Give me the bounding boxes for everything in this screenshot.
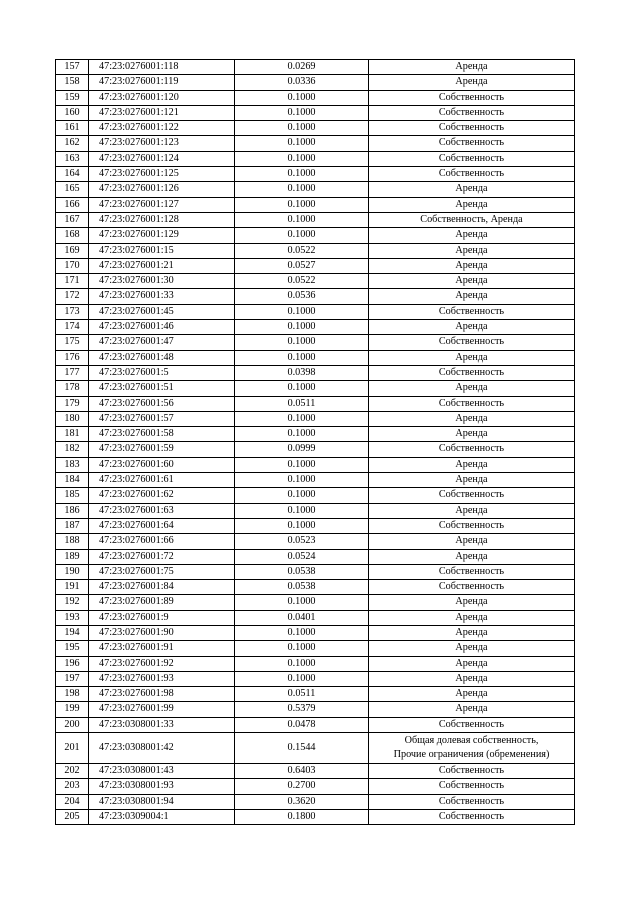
right-type-line: Собственность	[438, 519, 505, 531]
right-type-line: Аренда	[455, 275, 488, 287]
right-type-line: Собственность	[438, 168, 505, 180]
cadastral-number-cell: 47:23:0276001:120	[89, 90, 235, 105]
table-row	[56, 212, 575, 227]
cadastral-number-cell: 47:23:0276001:21	[89, 258, 235, 273]
cadastral-number-cell: 47:23:0276001:93	[89, 671, 235, 686]
table-row	[56, 304, 575, 319]
cadastral-number-cell: 47:23:0308001:42	[89, 733, 235, 764]
area-cell: 0.1000	[235, 625, 369, 640]
cadastral-number-cell: 47:23:0309004:1	[89, 809, 235, 824]
right-type-line: Аренда	[455, 76, 488, 88]
right-type-line: Аренда	[455, 259, 488, 271]
table-row	[56, 580, 575, 595]
row-number-cell: 197	[56, 671, 89, 686]
area-cell: 0.1000	[235, 350, 369, 365]
right-type-line: Аренда	[455, 290, 488, 302]
row-number-cell: 166	[56, 197, 89, 212]
row-number-cell: 163	[56, 151, 89, 166]
row-number-cell: 203	[56, 779, 89, 794]
area-cell: 0.1000	[235, 212, 369, 227]
right-type-line: Аренда	[455, 229, 488, 241]
row-number-cell: 202	[56, 764, 89, 779]
row-number-cell: 161	[56, 121, 89, 136]
area-cell: 0.5379	[235, 702, 369, 717]
table-body	[56, 60, 575, 825]
area-cell: 0.0478	[235, 717, 369, 732]
right-type-cell	[369, 274, 575, 289]
right-type-line: Собственность	[438, 397, 505, 409]
right-type-cell	[369, 90, 575, 105]
area-cell: 0.1000	[235, 228, 369, 243]
table-row	[56, 411, 575, 426]
right-type-cell	[369, 289, 575, 304]
table-row	[56, 396, 575, 411]
table-row	[56, 564, 575, 579]
area-cell: 0.1000	[235, 411, 369, 426]
right-type-cell	[369, 580, 575, 595]
right-type-cell	[369, 365, 575, 380]
right-type-cell	[369, 121, 575, 136]
table-row	[56, 488, 575, 503]
right-type-cell	[369, 595, 575, 610]
table-row	[56, 258, 575, 273]
row-number-cell: 174	[56, 320, 89, 335]
row-number-cell: 172	[56, 289, 89, 304]
area-cell: 0.0538	[235, 580, 369, 595]
cadastral-number-cell: 47:23:0276001:60	[89, 457, 235, 472]
row-number-cell: 191	[56, 580, 89, 595]
cadastral-number-cell: 47:23:0276001:124	[89, 151, 235, 166]
right-type-line: Собственность	[438, 305, 505, 317]
row-number-cell: 169	[56, 243, 89, 258]
area-cell: 0.1000	[235, 641, 369, 656]
row-number-cell: 176	[56, 350, 89, 365]
cadastral-number-cell: 47:23:0276001:98	[89, 687, 235, 702]
right-type-cell	[369, 243, 575, 258]
cadastral-number-cell: 47:23:0276001:56	[89, 396, 235, 411]
row-number-cell: 173	[56, 304, 89, 319]
row-number-cell: 195	[56, 641, 89, 656]
right-type-line: Аренда	[455, 596, 488, 608]
right-type-cell	[369, 473, 575, 488]
cadastral-number-cell: 47:23:0276001:125	[89, 167, 235, 182]
cadastral-number-cell: 47:23:0308001:94	[89, 794, 235, 809]
cadastral-number-cell: 47:23:0276001:51	[89, 381, 235, 396]
right-type-line: Аренда	[455, 611, 488, 623]
area-cell: 0.1000	[235, 320, 369, 335]
cadastral-number-cell: 47:23:0276001:66	[89, 534, 235, 549]
right-type-cell	[369, 641, 575, 656]
row-number-cell: 193	[56, 610, 89, 625]
area-cell: 0.0999	[235, 442, 369, 457]
row-number-cell: 175	[56, 335, 89, 350]
right-type-cell	[369, 105, 575, 120]
cadastral-number-cell: 47:23:0308001:93	[89, 779, 235, 794]
right-type-line: Собственность	[438, 780, 505, 792]
right-type-cell	[369, 564, 575, 579]
cadastral-number-cell: 47:23:0276001:62	[89, 488, 235, 503]
cadastral-number-cell: 47:23:0276001:30	[89, 274, 235, 289]
area-cell: 0.2700	[235, 779, 369, 794]
cadastral-number-cell: 47:23:0276001:47	[89, 335, 235, 350]
table-row	[56, 289, 575, 304]
row-number-cell: 179	[56, 396, 89, 411]
right-type-cell	[369, 702, 575, 717]
right-type-cell	[369, 396, 575, 411]
right-type-line: Собственность	[438, 810, 505, 822]
area-cell: 0.0269	[235, 60, 369, 75]
table-row	[56, 473, 575, 488]
cadastral-number-cell: 47:23:0276001:122	[89, 121, 235, 136]
row-number-cell: 182	[56, 442, 89, 457]
right-type-line: Общая долевая собственность,	[404, 734, 539, 746]
area-cell: 0.0538	[235, 564, 369, 579]
area-cell: 0.1000	[235, 473, 369, 488]
right-type-cell	[369, 411, 575, 426]
area-cell: 0.0523	[235, 534, 369, 549]
cadastral-number-cell: 47:23:0276001:128	[89, 212, 235, 227]
right-type-line: Аренда	[455, 672, 488, 684]
right-type-line: Собственность, Аренда	[420, 213, 523, 225]
table-row	[56, 503, 575, 518]
table-row	[56, 228, 575, 243]
cadastral-number-cell: 47:23:0276001:92	[89, 656, 235, 671]
area-cell: 0.3620	[235, 794, 369, 809]
right-type-line: Аренда	[455, 183, 488, 195]
row-number-cell: 187	[56, 518, 89, 533]
table-row	[56, 335, 575, 350]
right-type-line: Собственность	[438, 91, 505, 103]
table-row	[56, 274, 575, 289]
right-type-line: Аренда	[455, 428, 488, 440]
area-cell: 0.0336	[235, 75, 369, 90]
row-number-cell: 167	[56, 212, 89, 227]
right-type-cell	[369, 809, 575, 824]
right-type-cell	[369, 457, 575, 472]
table-row	[56, 320, 575, 335]
right-type-line: Аренда	[455, 657, 488, 669]
cadastral-number-cell: 47:23:0276001:121	[89, 105, 235, 120]
row-number-cell: 185	[56, 488, 89, 503]
row-number-cell: 158	[56, 75, 89, 90]
cadastral-number-cell: 47:23:0276001:84	[89, 580, 235, 595]
table-row	[56, 610, 575, 625]
cadastral-number-cell: 47:23:0276001:123	[89, 136, 235, 151]
area-cell: 0.1800	[235, 809, 369, 824]
table-row	[56, 90, 575, 105]
right-type-line: Собственность	[438, 718, 505, 730]
table-row	[56, 794, 575, 809]
table-row	[56, 381, 575, 396]
right-type-line: Аренда	[455, 703, 488, 715]
right-type-line: Аренда	[455, 458, 488, 470]
table-row	[56, 75, 575, 90]
right-type-cell	[369, 534, 575, 549]
right-type-cell	[369, 733, 575, 764]
area-cell: 0.0522	[235, 243, 369, 258]
table-row	[56, 656, 575, 671]
row-number-cell: 159	[56, 90, 89, 105]
right-type-cell	[369, 228, 575, 243]
area-cell: 0.1000	[235, 503, 369, 518]
right-type-cell	[369, 427, 575, 442]
right-type-line: Аренда	[455, 626, 488, 638]
right-type-cell	[369, 212, 575, 227]
table-row	[56, 105, 575, 120]
table-row	[56, 518, 575, 533]
right-type-cell	[369, 518, 575, 533]
right-type-line: Аренда	[455, 642, 488, 654]
cadastral-number-cell: 47:23:0276001:89	[89, 595, 235, 610]
table-row	[56, 641, 575, 656]
area-cell: 0.1000	[235, 121, 369, 136]
area-cell: 0.6403	[235, 764, 369, 779]
cadastral-number-cell: 47:23:0308001:43	[89, 764, 235, 779]
right-type-line: Аренда	[455, 321, 488, 333]
table-row	[56, 121, 575, 136]
area-cell: 0.0511	[235, 396, 369, 411]
row-number-cell: 186	[56, 503, 89, 518]
table-row	[56, 457, 575, 472]
row-number-cell: 183	[56, 457, 89, 472]
row-number-cell: 188	[56, 534, 89, 549]
cadastral-number-cell: 47:23:0276001:119	[89, 75, 235, 90]
area-cell: 0.1000	[235, 381, 369, 396]
cadastral-number-cell: 47:23:0276001:58	[89, 427, 235, 442]
right-type-line: Аренда	[455, 550, 488, 562]
area-cell: 0.0511	[235, 687, 369, 702]
area-cell: 0.1000	[235, 136, 369, 151]
right-type-line: Собственность	[438, 765, 505, 777]
cadastral-number-cell: 47:23:0276001:127	[89, 197, 235, 212]
right-type-line: Аренда	[455, 61, 488, 72]
area-cell: 0.1000	[235, 518, 369, 533]
cadastral-number-cell: 47:23:0276001:63	[89, 503, 235, 518]
cadastral-number-cell: 47:23:0276001:118	[89, 60, 235, 75]
area-cell: 0.1000	[235, 671, 369, 686]
row-number-cell: 165	[56, 182, 89, 197]
row-number-cell: 170	[56, 258, 89, 273]
area-cell: 0.1000	[235, 182, 369, 197]
cadastral-number-cell: 47:23:0276001:59	[89, 442, 235, 457]
right-type-line: Собственность	[438, 565, 505, 577]
land-plots-table	[55, 59, 575, 825]
area-cell: 0.0398	[235, 365, 369, 380]
right-type-cell	[369, 381, 575, 396]
right-type-cell	[369, 182, 575, 197]
right-type-cell	[369, 656, 575, 671]
row-number-cell: 194	[56, 625, 89, 640]
row-number-cell: 199	[56, 702, 89, 717]
cadastral-number-cell: 47:23:0276001:64	[89, 518, 235, 533]
table-row	[56, 717, 575, 732]
right-type-cell	[369, 320, 575, 335]
row-number-cell: 164	[56, 167, 89, 182]
table-row	[56, 733, 575, 764]
row-number-cell: 162	[56, 136, 89, 151]
area-cell: 0.1000	[235, 656, 369, 671]
cadastral-number-cell: 47:23:0276001:33	[89, 289, 235, 304]
table-row	[56, 534, 575, 549]
right-type-line: Аренда	[455, 504, 488, 516]
cadastral-number-cell: 47:23:0276001:90	[89, 625, 235, 640]
row-number-cell: 189	[56, 549, 89, 564]
area-cell: 0.1000	[235, 488, 369, 503]
right-type-line: Аренда	[455, 474, 488, 486]
right-type-line: Аренда	[455, 351, 488, 363]
cadastral-number-cell: 47:23:0276001:91	[89, 641, 235, 656]
right-type-line: Аренда	[455, 688, 488, 700]
row-number-cell: 200	[56, 717, 89, 732]
cadastral-number-cell: 47:23:0276001:61	[89, 473, 235, 488]
right-type-cell	[369, 625, 575, 640]
right-type-cell	[369, 442, 575, 457]
row-number-cell: 178	[56, 381, 89, 396]
row-number-cell: 181	[56, 427, 89, 442]
area-cell: 0.1000	[235, 167, 369, 182]
table-row	[56, 350, 575, 365]
area-cell: 0.0524	[235, 549, 369, 564]
table-row	[56, 809, 575, 824]
right-type-cell	[369, 167, 575, 182]
area-cell: 0.0536	[235, 289, 369, 304]
right-type-cell	[369, 549, 575, 564]
right-type-cell	[369, 671, 575, 686]
row-number-cell: 205	[56, 809, 89, 824]
area-cell: 0.1000	[235, 457, 369, 472]
row-number-cell: 184	[56, 473, 89, 488]
right-type-line: Аренда	[455, 412, 488, 424]
table-row	[56, 764, 575, 779]
cadastral-number-cell: 47:23:0276001:129	[89, 228, 235, 243]
right-type-cell	[369, 136, 575, 151]
row-number-cell: 198	[56, 687, 89, 702]
row-number-cell: 196	[56, 656, 89, 671]
cadastral-number-cell: 47:23:0276001:75	[89, 564, 235, 579]
row-number-cell: 160	[56, 105, 89, 120]
area-cell: 0.1544	[235, 733, 369, 764]
area-cell: 0.1000	[235, 90, 369, 105]
right-type-cell	[369, 687, 575, 702]
cadastral-number-cell: 47:23:0276001:99	[89, 702, 235, 717]
table-row	[56, 779, 575, 794]
right-type-cell	[369, 717, 575, 732]
table-row	[56, 243, 575, 258]
cadastral-number-cell: 47:23:0276001:57	[89, 411, 235, 426]
table-row	[56, 595, 575, 610]
right-type-line: Собственность	[438, 137, 505, 149]
area-cell: 0.0401	[235, 610, 369, 625]
right-type-cell	[369, 60, 575, 75]
cadastral-number-cell: 47:23:0276001:46	[89, 320, 235, 335]
right-type-cell	[369, 197, 575, 212]
cadastral-number-cell: 47:23:0276001:126	[89, 182, 235, 197]
area-cell: 0.0522	[235, 274, 369, 289]
area-cell: 0.1000	[235, 197, 369, 212]
right-type-line: Собственность	[438, 489, 505, 501]
area-cell: 0.1000	[235, 105, 369, 120]
right-type-cell	[369, 779, 575, 794]
cadastral-number-cell: 47:23:0308001:33	[89, 717, 235, 732]
row-number-cell: 190	[56, 564, 89, 579]
table-row	[56, 549, 575, 564]
table-row	[56, 702, 575, 717]
right-type-line: Собственность	[438, 443, 505, 455]
area-cell: 0.1000	[235, 427, 369, 442]
cadastral-number-cell: 47:23:0276001:45	[89, 304, 235, 319]
right-type-cell	[369, 335, 575, 350]
right-type-line: Аренда	[455, 535, 488, 547]
table-row	[56, 151, 575, 166]
right-type-line: Аренда	[455, 382, 488, 394]
right-type-cell	[369, 258, 575, 273]
right-type-cell	[369, 350, 575, 365]
right-type-cell	[369, 304, 575, 319]
cadastral-number-cell: 47:23:0276001:48	[89, 350, 235, 365]
row-number-cell: 168	[56, 228, 89, 243]
registry-sheet	[55, 59, 574, 825]
table-row	[56, 442, 575, 457]
right-type-line: Собственность	[438, 106, 505, 118]
right-type-cell	[369, 503, 575, 518]
right-type-line: Собственность	[438, 122, 505, 134]
row-number-cell: 192	[56, 595, 89, 610]
row-number-cell: 204	[56, 794, 89, 809]
row-number-cell: 177	[56, 365, 89, 380]
cadastral-number-cell: 47:23:0276001:15	[89, 243, 235, 258]
table-row	[56, 687, 575, 702]
table-row	[56, 197, 575, 212]
right-type-cell	[369, 764, 575, 779]
area-cell: 0.1000	[235, 304, 369, 319]
table-row	[56, 625, 575, 640]
row-number-cell: 171	[56, 274, 89, 289]
right-type-line: Собственность	[438, 152, 505, 164]
row-number-cell: 157	[56, 60, 89, 75]
area-cell: 0.1000	[235, 595, 369, 610]
right-type-line: Аренда	[455, 244, 488, 256]
right-type-cell	[369, 794, 575, 809]
table-row	[56, 182, 575, 197]
right-type-cell	[369, 488, 575, 503]
table-row	[56, 136, 575, 151]
right-type-line: Прочие ограничения (обременения)	[393, 749, 550, 761]
right-type-line: Аренда	[455, 198, 488, 210]
right-type-cell	[369, 75, 575, 90]
right-type-line: Собственность	[438, 581, 505, 593]
right-type-line: Собственность	[438, 795, 505, 807]
right-type-line: Собственность	[438, 366, 505, 378]
area-cell: 0.1000	[235, 151, 369, 166]
row-number-cell: 180	[56, 411, 89, 426]
area-cell: 0.1000	[235, 335, 369, 350]
cadastral-number-cell: 47:23:0276001:9	[89, 610, 235, 625]
table-row	[56, 365, 575, 380]
table-row	[56, 60, 575, 75]
right-type-line: Собственность	[438, 336, 505, 348]
cadastral-number-cell: 47:23:0276001:72	[89, 549, 235, 564]
table-row	[56, 167, 575, 182]
table-row	[56, 671, 575, 686]
cadastral-number-cell: 47:23:0276001:5	[89, 365, 235, 380]
table-row	[56, 427, 575, 442]
row-number-cell: 201	[56, 733, 89, 764]
right-type-cell	[369, 151, 575, 166]
area-cell: 0.0527	[235, 258, 369, 273]
right-type-cell	[369, 610, 575, 625]
